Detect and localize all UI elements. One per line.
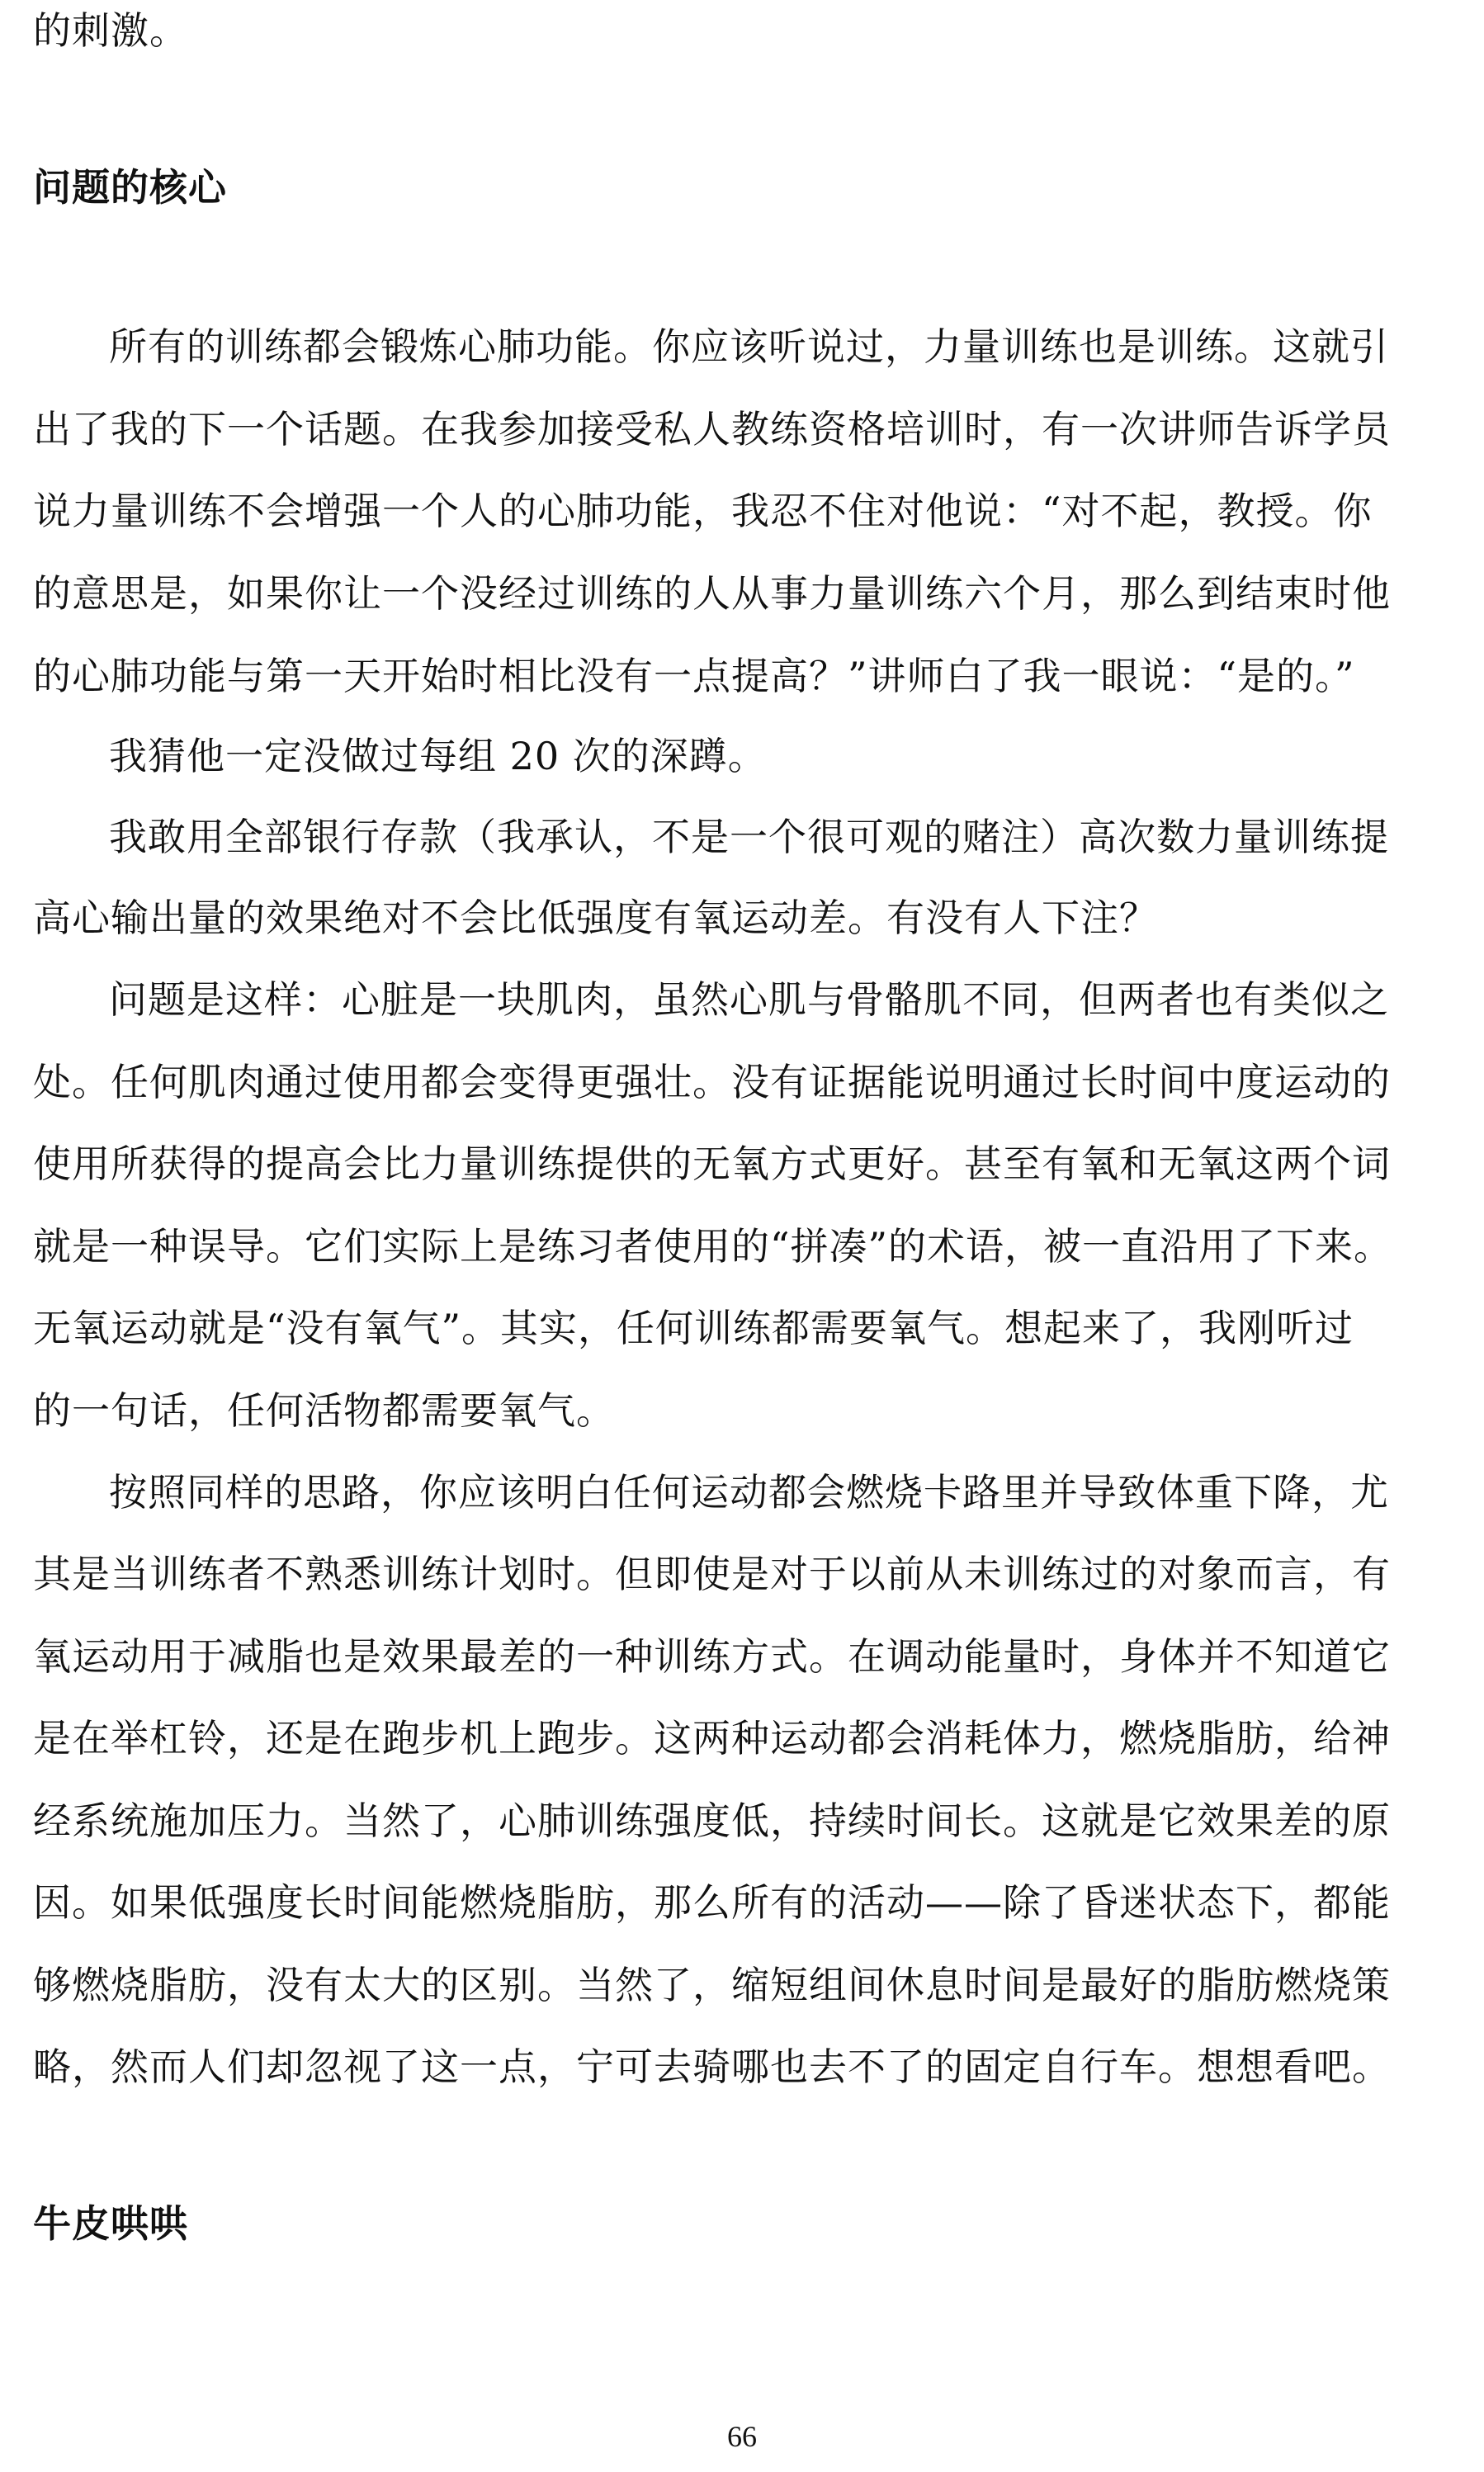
paragraph-5-line-1: 按照同样的思路，你应该明白任何运动都会燃烧卡路里并导致体重下降，尤 [109, 1470, 1389, 1515]
paragraph-1-line-1: 所有的训练都会锻炼心肺功能。你应该听说过，力量训练也是训练。这就引 [109, 324, 1389, 369]
paragraph-1-line-5: 的心肺功能与第一天开始时相比没有一点提高？”讲师白了我一眼说：“是的。” [33, 654, 1355, 698]
page-number: 66 [727, 2420, 757, 2453]
paragraph-4-line-3: 使用所获得的提高会比力量训练提供的无氧方式更好。甚至有氧和无氧这两个词 [33, 1141, 1391, 1186]
paragraph-1-line-4: 的意思是，如果你让一个没经过训练的人从事力量训练六个月，那么到结束时他 [33, 571, 1391, 616]
paragraph-1-line-3: 说力量训练不会增强一个人的心肺功能，我忍不住对他说：“对不起，教授。你 [33, 489, 1373, 533]
paragraph-5-line-6: 因。如果低强度长时间能燃烧脂肪，那么所有的活动——除了昏迷状态下，都能 [33, 1880, 1391, 1925]
paragraph-4-line-1: 问题是这样：心脏是一块肌肉，虽然心肌与骨骼肌不同，但两者也有类似之 [109, 977, 1389, 1022]
paragraph-3-line-1: 我敢用全部银行存款（我承认，不是一个很可观的赌注）高次数力量训练提 [109, 815, 1389, 859]
section-heading: 问题的核心 [33, 165, 227, 210]
paragraph-4-line-5: 无氧运动就是“没有氧气”。其实，任何训练都需要氧气。想起来了，我刚听过 [33, 1306, 1354, 1350]
paragraph-4-line-2: 处。任何肌肉通过使用都会变得更强壮。没有证据能说明通过长时间中度运动的 [33, 1060, 1391, 1104]
paragraph-1-line-2: 出了我的下一个话题。在我参加接受私人教练资格培训时，有一次讲师告诉学员 [33, 407, 1391, 451]
paragraph-5-line-7: 够燃烧脂肪，没有太大的区别。当然了，缩短组间休息时间是最好的脂肪燃烧策 [33, 1963, 1391, 2007]
paragraph-5-line-3: 氧运动用于减脂也是效果最差的一种训练方式。在调动能量时，身体并不知道它 [33, 1634, 1391, 1679]
paragraph-4-line-4: 就是一种误导。它们实际上是练习者使用的“拼凑”的术语，被一直沿用了下来。 [33, 1224, 1393, 1269]
paragraph-5-line-5: 经系统施加压力。当然了，心肺训练强度低，持续时间长。这就是它效果差的原 [33, 1798, 1391, 1843]
paragraph-5-line-8: 略，然而人们却忽视了这一点，宁可去骑哪也去不了的固定自行车。想想看吧。 [33, 2044, 1391, 2089]
top-fragment: 的刺激。 [33, 8, 188, 53]
paragraph-3-line-2: 高心输出量的效果绝对不会比低强度有氧运动差。有没有人下注？ [33, 896, 1158, 940]
paragraph-5-line-2: 其是当训练者不熟悉训练计划时。但即使是对于以前从未训练过的对象而言，有 [33, 1552, 1391, 1596]
next-section-heading: 牛皮哄哄 [33, 2201, 188, 2246]
paragraph-2-line-1: 我猜他一定没做过每组 20 次的深蹲。 [109, 734, 767, 778]
paragraph-4-line-6: 的一句话，任何活物都需要氧气。 [33, 1388, 615, 1433]
paragraph-5-line-4: 是在举杠铃，还是在跑步机上跑步。这两种运动都会消耗体力，燃烧脂肪，给神 [33, 1716, 1391, 1761]
